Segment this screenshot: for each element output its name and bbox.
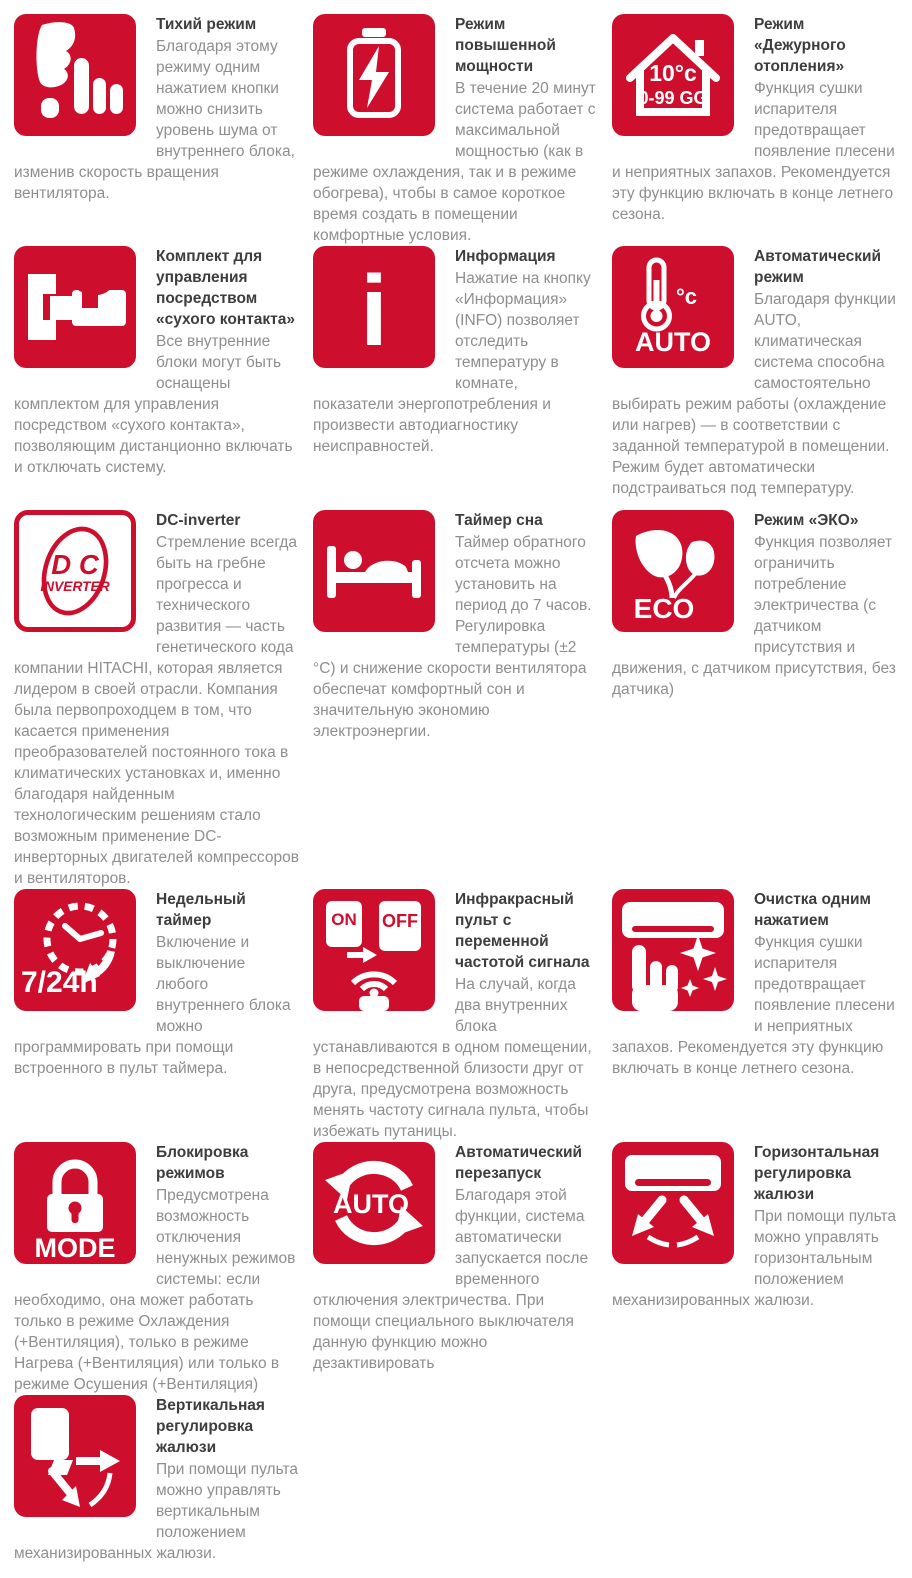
features-row-4 xyxy=(14,889,898,1142)
feature-title: Вертикальная регулировка жалюзи xyxy=(156,1397,265,1456)
features-row-1 xyxy=(14,14,898,246)
feature-description: Функция сушки испарителя предотвращает появление плесени и неприятных запахов. Рекомендуется эту функцию включать в конце летнего сезона. xyxy=(612,80,895,223)
auto-restart-arrows-icon xyxy=(313,1142,435,1264)
svg-text:MODE: MODE xyxy=(34,1233,116,1263)
feature-title: DC-inverter xyxy=(156,512,241,529)
feature-description: Нажатие на кнопку «Информация» (INFO) позволяет отследить температуру в комнате, показатели энергопотребления и произвести автодиагностику неисправностей. xyxy=(313,270,591,455)
feature-description: Благодаря этому режиму одним нажатием кнопки можно снизить уровень шума от внутреннего блока, изменив скорость вращения вентилятора. xyxy=(14,38,295,202)
feature-title: Комплект для управления посредством «сухого контакта» xyxy=(156,248,295,328)
feature-title: Инфракрасный пульт с переменной частотой сигнала xyxy=(455,891,590,971)
horizontal-louver-icon xyxy=(612,1142,734,1264)
feature-title: Режим «ЭКО» xyxy=(754,512,859,529)
features-row-2 xyxy=(14,246,898,510)
quiet-mode-icon xyxy=(14,14,136,136)
feature-dry-contact-kit xyxy=(14,246,300,478)
vertical-louver-icon xyxy=(14,1395,136,1517)
feature-title: Автоматический режим xyxy=(754,248,882,286)
features-row-3 xyxy=(14,510,898,889)
svg-text:AUTO: AUTO xyxy=(634,327,712,357)
feature-title: Автоматический перезапуск xyxy=(455,1144,583,1182)
feature-one-touch-clean xyxy=(612,889,898,1079)
battery-lightning-icon xyxy=(313,14,435,136)
eco-leaves-icon xyxy=(612,510,734,632)
svg-text:°c: °c xyxy=(676,284,698,309)
svg-text:10°c: 10°c xyxy=(649,60,697,86)
clock-7-24-icon xyxy=(14,889,136,1011)
feature-title: Горизонтальная регулировка жалюзи xyxy=(754,1144,880,1203)
feature-description: Благодаря этой функции, система автоматически запускается после временного отключения электричества. При помощи специального выключателя данную функцию можно дезактивировать xyxy=(313,1187,589,1372)
feature-vertical-louver xyxy=(14,1395,300,1564)
sleep-bed-icon xyxy=(313,510,435,632)
feature-quiet-mode xyxy=(14,14,300,204)
svg-text:ON: ON xyxy=(331,910,357,929)
feature-title: Таймер сна xyxy=(455,512,543,529)
on-off-remote-icon xyxy=(313,889,435,1011)
house-temperature-icon xyxy=(612,14,734,136)
feature-description: На случай, когда два внутренних блока устанавливаются в одном помещении, в непосредственной близости друг от друга, предусмотрена возможность менять частоту сигнала пульта, чтобы избежать путаницы. xyxy=(313,976,592,1140)
feature-description: При помощи пульта можно управлять вертикальным положением механизированных жалюзи. xyxy=(14,1461,298,1562)
svg-text:i: i xyxy=(360,255,388,367)
feature-title: Режим «Дежурного отопления» xyxy=(754,16,846,75)
feature-horizontal-louver xyxy=(612,1142,898,1311)
dry-contact-icon xyxy=(14,246,136,368)
feature-description: Благодаря функции AUTO, климатическая система способна самостоятельно выбирать режим работы (охлаждение или нагрев) — в соответствии с заданной температурой в помещении. Режим будет автоматически подстраиваться под температуру. xyxy=(612,291,896,497)
feature-auto-mode xyxy=(612,246,898,499)
svg-text:INVERTER: INVERTER xyxy=(40,579,110,595)
svg-text:ECO: ECO xyxy=(633,593,695,624)
dc-inverter-icon xyxy=(14,510,136,632)
feature-power-boost xyxy=(313,14,599,246)
feature-description: Предусмотрена возможность отключения ненужных режимов системы: если необходимо, она может работать только в режиме Охлаждения (+Вентиляция), только в режиме Нагрева (+Вентиляция) или только в режиме Осушения (+Вентиляция) xyxy=(14,1187,296,1393)
thermometer-auto-icon xyxy=(612,246,734,368)
features-row-6 xyxy=(14,1395,898,1564)
info-icon xyxy=(313,246,435,368)
feature-description: Включение и выключение любого внутреннего блока можно программировать при помощи встроенного в пульт таймера. xyxy=(14,934,291,1077)
feature-description: В течение 20 минут система работает с максимальной мощностью (как в режиме охлаждения, так и в режиме обогрева), чтобы в самое короткое время создать в помещении комфортные условия. xyxy=(313,80,596,244)
feature-title: Режим повышенной мощности xyxy=(455,16,556,75)
feature-sleep-timer xyxy=(313,510,599,742)
feature-description: Таймер обратного отсчета можно установить на период до 7 часов. Регулировка температуры (±2 °C) и снижение скорости вентилятора обеспечат комфортный сон и значительную экономию электроэнергии. xyxy=(313,534,592,740)
feature-auto-restart xyxy=(313,1142,599,1374)
feature-standby-heating xyxy=(612,14,898,225)
feature-weekly-timer xyxy=(14,889,300,1079)
feature-dc-inverter xyxy=(14,510,300,889)
feature-title: Тихий режим xyxy=(156,16,257,33)
svg-text:0-99 GG: 0-99 GG xyxy=(638,88,708,108)
lock-mode-icon xyxy=(14,1142,136,1264)
feature-ir-remote xyxy=(313,889,599,1142)
svg-text:OFF: OFF xyxy=(382,911,418,931)
svg-text:AUTO: AUTO xyxy=(332,1189,410,1219)
feature-title: Информация xyxy=(455,248,556,265)
feature-description: Стремление всегда быть на гребне прогресса и технического развития — часть генетического кода компании HITACHI, которая является лидером в своей отрасли. Компания была первопроходцем в том, что касается применения преобразователей постоянного тока в климатических установках и, именно благодаря найденным технологическим решениям стало возможным применение DC-инверторных двигателей компрессоров и вентиляторов. xyxy=(14,534,299,887)
clean-touch-sparkle-icon xyxy=(612,889,734,1011)
feature-description: Все внутренние блоки могут быть оснащены комплектом для управления посредством «сухого контакта», позволяющим дистанционно включать и отключать систему. xyxy=(14,333,293,476)
svg-text:7/24h: 7/24h xyxy=(21,966,98,999)
feature-title: Недельный таймер xyxy=(156,891,246,929)
feature-description: Функция сушки испарителя предотвращает появление плесени и неприятных запахов. Рекомендуется эту функцию включать в конце летнего сезона. xyxy=(612,934,895,1077)
svg-text:D C: D C xyxy=(51,548,99,580)
feature-eco-mode xyxy=(612,510,898,700)
feature-description: Функция позволяет ограничить потребление электричества (с датчиком присутствия и движения, с датчиком присутствия, без датчика) xyxy=(612,534,896,698)
feature-description: При помощи пульта можно управлять горизонтальным положением механизированных жалюзи. xyxy=(612,1208,896,1309)
feature-information xyxy=(313,246,599,457)
feature-title: Блокировка режимов xyxy=(156,1144,249,1182)
feature-title: Очистка одним нажатием xyxy=(754,891,871,929)
features-row-5 xyxy=(14,1142,898,1395)
feature-mode-lock xyxy=(14,1142,300,1395)
